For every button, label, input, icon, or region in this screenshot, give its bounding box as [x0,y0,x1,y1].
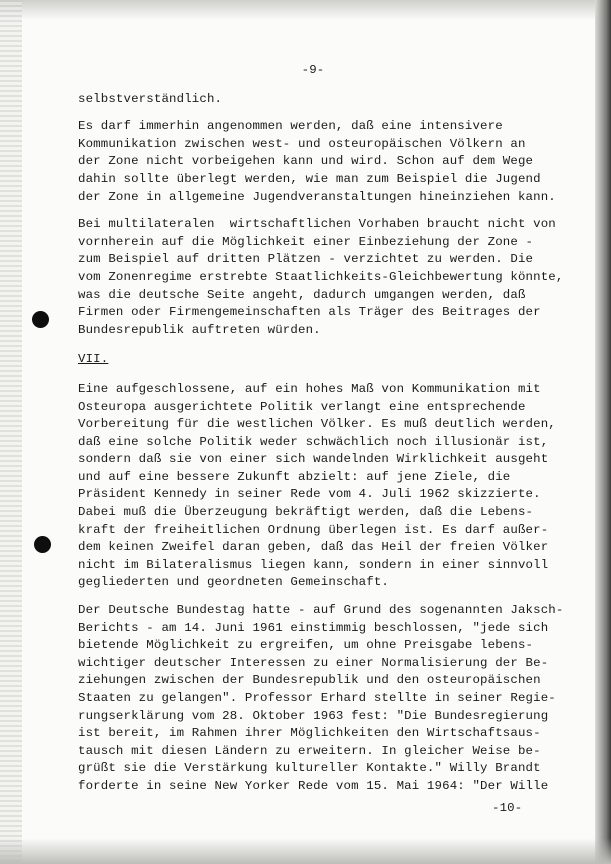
text-line: kraft der freiheitlichen Ordnung überlegen ist. Es darf außer- [78,522,549,537]
text-line: dem keinen Zweifel daran geben, daß das Heil der freien Völker [78,540,549,555]
text-line: Präsident Kennedy in seiner Rede vom 4. Juli 1962 skizzierte. [78,487,541,502]
text-line: rungserklärung vom 28. Oktober 1963 fest: "Die Bundesregierung [78,708,549,723]
scan-edge-left [0,0,22,864]
paragraph [78,216,564,339]
text-line: bietende Möglichkeit zu ergreifen, um ohne Preisgabe lebens- [78,638,534,653]
text-line: vornherein auf die Möglichkeit einer Einbeziehung der Zone - [78,234,534,249]
text-line: Es darf immerhin angenommen werden, daß eine intensivere [78,119,503,134]
text-line: daß eine solche Politik weder schwächlich noch illusionär ist, [78,434,549,449]
text-line: Kommunikation zwischen west- und osteuropäischen Völkern an [78,136,526,151]
scan-edge-top [0,0,611,20]
text-line: dahin sollte überlegt werden, wie man zum Beispiel die Jugend [78,171,541,186]
paragraphs-before-section [78,91,564,340]
text-line: wichtiger deutscher Interessen zu einer Normalisierung der Be- [78,655,549,670]
text-line: Dabei muß die Überzeugung bekräftigt werden, daß die Lebens- [78,505,534,520]
text-line: Der Deutsche Bundestag hatte - auf Grund des sogenannten Jaksch- [78,603,564,618]
text-line: sondern daß sie von einer sich wandelnden Wirklichkeit ausgeht [78,452,549,467]
text-line: ist bereit, im Rahmen ihrer Möglichkeiten den Wirtschaftsaus- [78,726,541,741]
text-line: Firmen oder Firmengemeinschaften als Träger des Beitrages der [78,305,541,320]
punch-hole-icon [32,311,49,328]
paragraph [78,91,548,109]
text-line: was die deutsche Seite angeht, dadurch umgangen werden, daß [78,287,526,302]
text-line: Berichts - am 14. Juni 1961 einstimmig beschlossen, "jede sich [78,620,549,635]
paragraph [78,602,564,796]
scan-edge-right [595,0,611,864]
text-line: nicht im Bilateralismus liegen kann, sondern in einer sinnvoll [78,557,549,572]
page-number: -9- [301,63,325,77]
text-line: Vorbereitung für die westlichen Völker. Es muß deutlich werden, [78,417,556,432]
text-line: tausch mit diesen Ländern zu erweitern. In gleicher Weise be- [78,743,541,758]
text-line: Osteuropa ausgerichtete Politik verlangt eine entsprechende [78,399,526,414]
text-line: selbstverständlich. [78,91,223,106]
text-line: gegliederten und geordneten Gemeinschaft. [78,575,390,590]
paragraph [78,381,556,592]
next-page-marker: -10- [492,801,523,815]
document-body [78,62,564,806]
paragraph [78,118,556,206]
text-line: grüßt sie die Verstärkung kultureller Kontakte." Willy Brandt [78,761,541,776]
section-heading: VII. [78,352,109,367]
paragraphs-section-vii [78,381,564,796]
text-line: zum Beispiel auf dritten Plätzen - verzichtet zu werden. Die [78,252,534,267]
scan-edge-bottom [0,838,611,864]
text-line: Bundesrepublik auftreten würden. [78,322,321,337]
text-line: Bei multilateralen wirtschaftlichen Vorhaben braucht nicht von [78,217,556,232]
text-line: der Zone nicht vorbeigehen kann und wird. Schon auf dem Wege [78,154,534,169]
text-line: ziehungen zwischen der Bundesrepublik und den osteuropäischen [78,673,541,688]
text-line: Eine aufgeschlossene, auf ein hohes Maß von Kommunikation mit [78,381,541,396]
punch-hole-icon [34,536,51,553]
text-line: vom Zonenregime erstrebte Staatlichkeits-Gleichbewertung könnte, [78,269,564,284]
text-line: und auf eine bessere Zukunft abzielt: auf jene Ziele, die [78,469,511,484]
text-line: Staaten zu gelangen". Professor Erhard stellte in seiner Regie- [78,691,556,705]
text-line: der Zone in allgemeine Jugendveranstaltungen hineinziehen kann. [78,189,556,204]
text-line: forderte in seine New Yorker Rede vom 15. Mai 1964: "Der Wille [78,778,549,793]
